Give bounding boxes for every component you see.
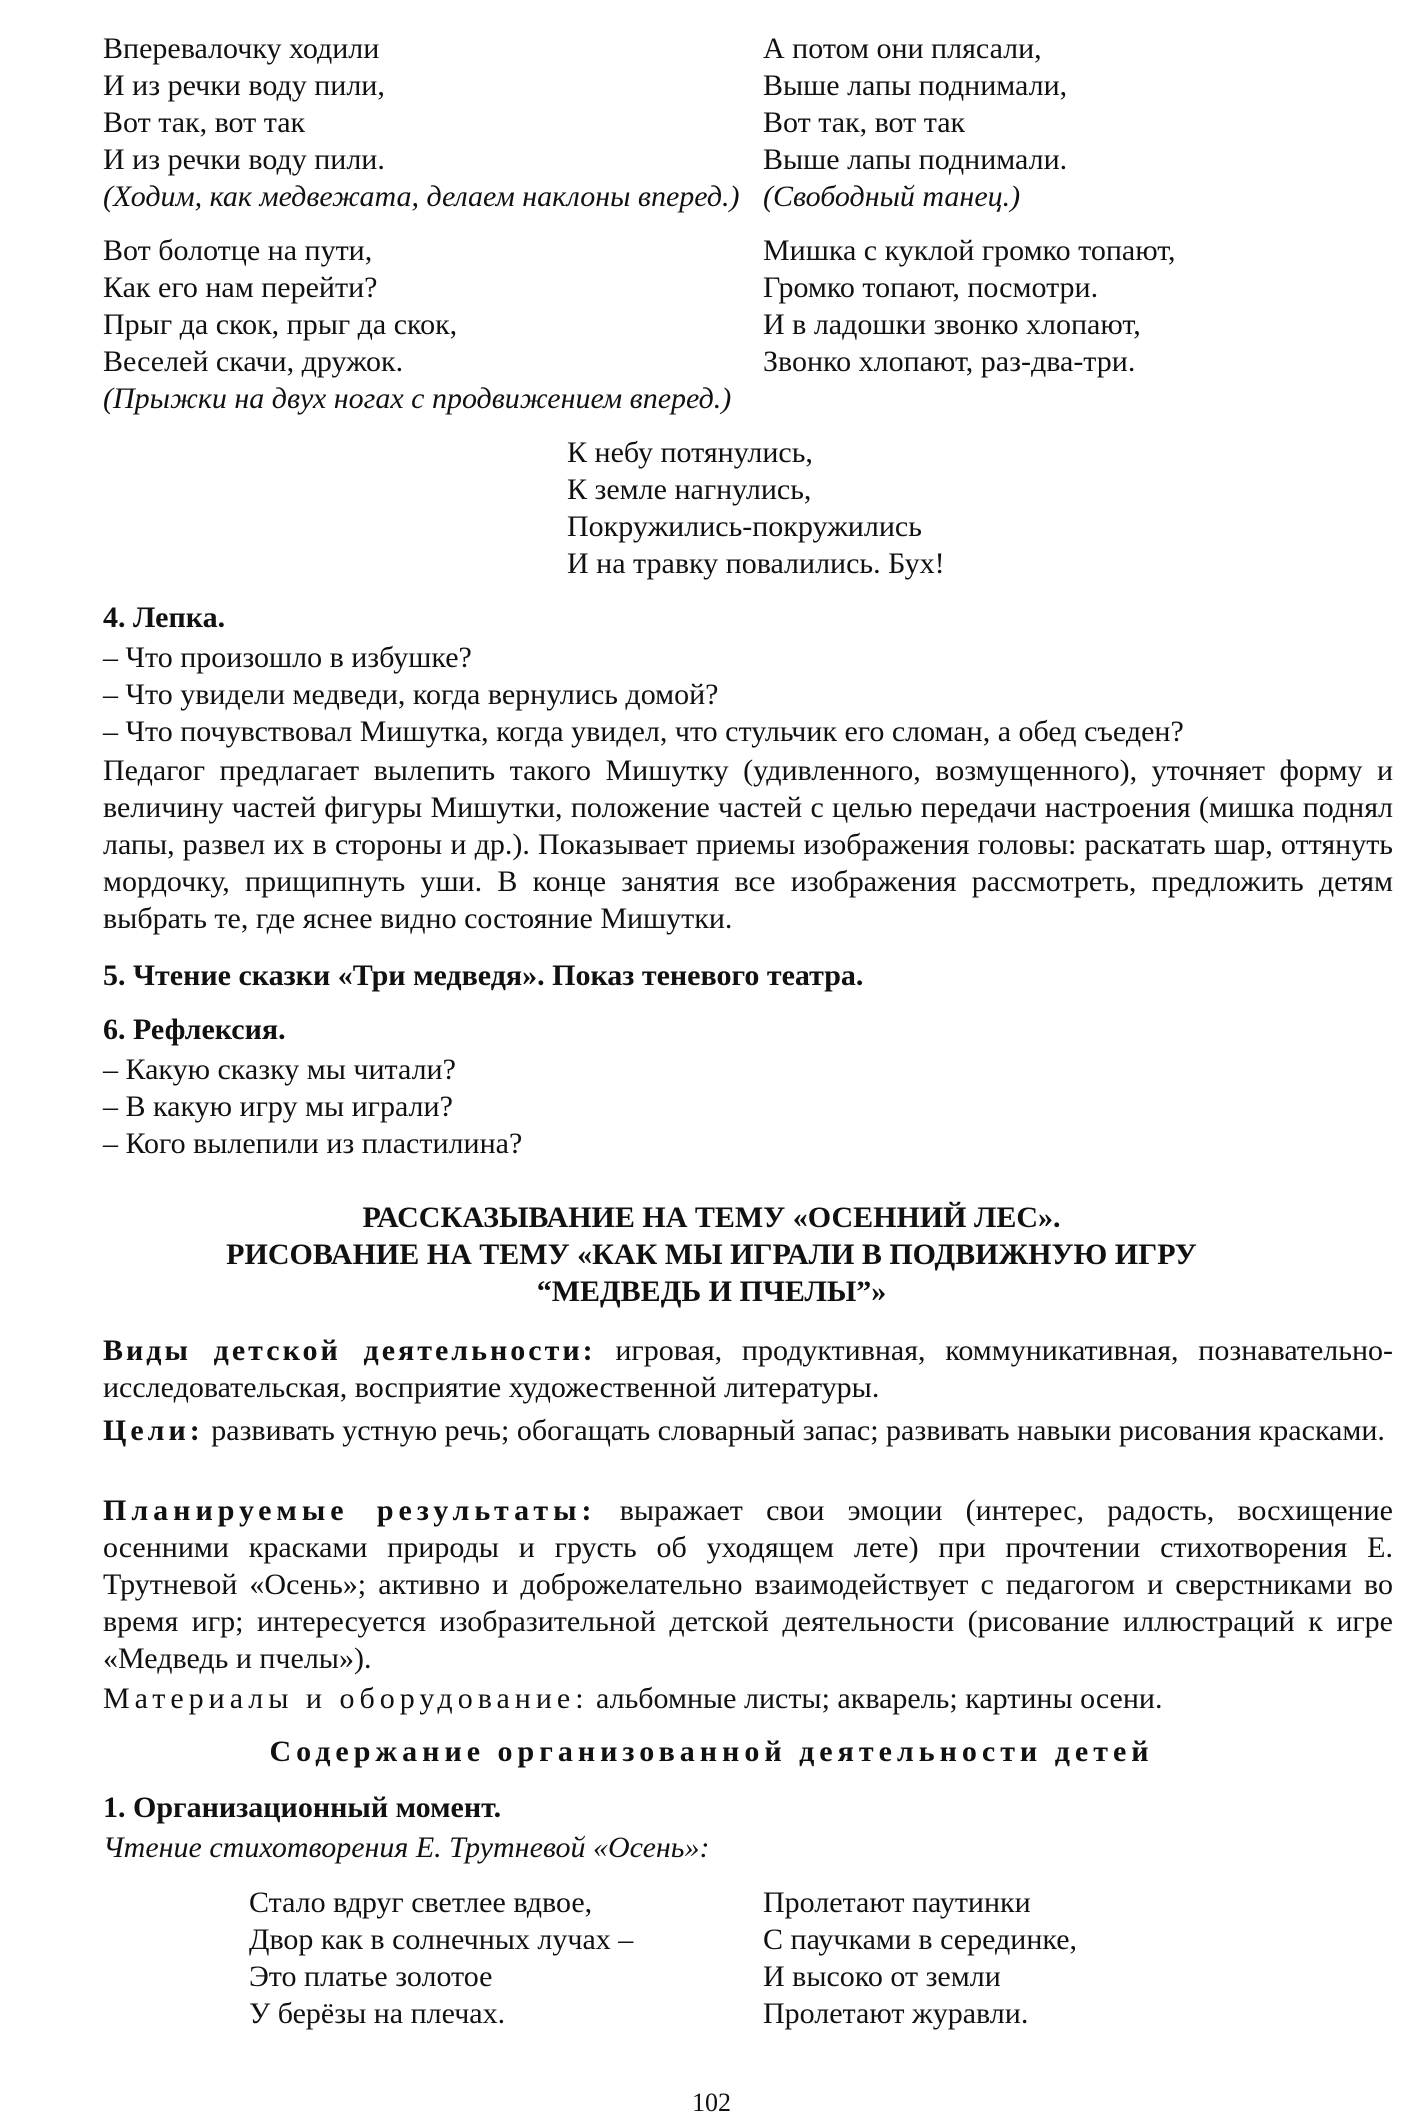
autumn-poem-right-line: И высоко от земли [763, 1960, 1001, 1993]
poem2-right-line: Звонко хлопают, раз-два-три. [763, 345, 1136, 378]
autumn-poem-right-line: Пролетают паутинки [763, 1886, 1031, 1919]
poem1-right-note: (Свободный танец.) [763, 180, 1021, 213]
poem2-right-line: Громко топают, посмотри. [763, 271, 1099, 304]
section1-heading: 1. Организационный момент. [103, 1791, 502, 1824]
poem1-left-line: И из речки воду пили. [103, 143, 385, 176]
poem1-left-note: (Ходим, как медвежата, делаем наклоны вперед.) [103, 180, 740, 213]
section4-paragraph-text: Педагог предлагает вылепить такого Мишутку (удивленного, возмущенного), уточняет форму и величину частей фигуры Мишутки, положение частей с целью передачи настроения (мишка поднял лапы, развел их в стороны и др.). Показывает приемы изображения головы: раскатать шар, оттянуть мордочку, прищипнуть уши. В конце занятия все изображения рассмотреть, предложить детям выбрать те, где яснее видно состояние Мишутки. [103, 754, 1393, 935]
section4-paragraph [103, 752, 1393, 937]
autumn-poem-right-line: Пролетают журавли. [763, 1997, 1029, 2030]
section6-question: – Кого вылепили из пластилина? [103, 1127, 523, 1160]
section1-intro: Чтение стихотворения Е. Трутневой «Осень»: [103, 1831, 710, 1864]
autumn-poem-left-line: У берёзы на плечах. [249, 1997, 506, 2030]
activities-paragraph [103, 1332, 1393, 1406]
goals-paragraph [103, 1412, 1393, 1449]
content-heading: Содержание организованной деятельности детей [269, 1735, 1154, 1768]
goals-text: развивать устную речь; обогащать словарный запас; развивать навыки рисования красками. [203, 1414, 1385, 1447]
poem1-left-line: Вот так, вот так [103, 106, 306, 139]
autumn-poem-left-line: Двор как в солнечных лучах – [249, 1923, 634, 1956]
section6-question: – В какую игру мы играли? [103, 1090, 453, 1123]
poem2-left-line: Прыг да скок, прыг да скок, [103, 308, 458, 341]
activities-label: Виды детской деятельности: [103, 1334, 596, 1367]
lesson-title-line: “МЕДВЕДЬ И ПЧЕЛЫ”» [536, 1275, 887, 1308]
page-number: 102 [692, 2088, 731, 2117]
poem1-right-line: А потом они плясали, [763, 32, 1042, 65]
autumn-poem-right-line: С паучками в серединке, [763, 1923, 1078, 1956]
section5-heading: 5. Чтение сказки «Три медведя». Показ теневого театра. [103, 959, 864, 992]
poem1-right-line: Выше лапы поднимали, [763, 69, 1068, 102]
poem2-right-line: Мишка с куклой громко топают, [763, 234, 1176, 267]
poem3-line: К небу потянулись, [567, 436, 813, 469]
poem1-right-line: Выше лапы поднимали. [763, 143, 1068, 176]
section4-question: – Что увидели медведи, когда вернулись домой? [103, 678, 719, 711]
poem1-right-line: Вот так, вот так [763, 106, 966, 139]
materials-text: альбомные листы; акварель; картины осени. [588, 1682, 1163, 1715]
poem1-left-line: И из речки воду пили, [103, 69, 385, 102]
section6-question: – Какую сказку мы читали? [103, 1053, 456, 1086]
autumn-poem-left-line: Стало вдруг светлее вдвое, [249, 1886, 593, 1919]
poem2-right-line: И в ладошки звонко хлопают, [763, 308, 1141, 341]
poem2-left-line: Вот болотце на пути, [103, 234, 373, 267]
poem2-left-line: Веселей скачи, дружок. [103, 345, 404, 378]
section6-heading: 6. Рефлексия. [103, 1013, 286, 1046]
results-label: Планируемые результаты: [103, 1494, 597, 1527]
lesson-title-line: РАССКАЗЫВАНИЕ НА ТЕМУ «ОСЕННИЙ ЛЕС». [362, 1201, 1061, 1234]
materials-paragraph [103, 1680, 1393, 1717]
section4-question: – Что почувствовал Мишутка, когда увидел, что стульчик его сломан, а обед съеден? [103, 715, 1184, 748]
activities-text: игровая, продуктивная, коммуникативная, познавательно-исследовательская, восприятие художественной литературы. [103, 1334, 1393, 1404]
poem2-left-note: (Прыжки на двух ногах с продвижением вперед.) [103, 382, 732, 415]
poem3-line: И на травку повалились. Бух! [567, 547, 945, 580]
poem3-line: Покружились-покружились [567, 510, 922, 543]
materials-label: Материалы и оборудование: [103, 1682, 589, 1715]
lesson-title-line: РИСОВАНИЕ НА ТЕМУ «КАК МЫ ИГРАЛИ В ПОДВИЖНУЮ ИГРУ [226, 1238, 1197, 1271]
poem3-line: К земле нагнулись, [567, 473, 812, 506]
section4-question: – Что произошло в избушке? [103, 641, 472, 674]
poem1-left-line: Вперевалочку ходили [103, 32, 380, 65]
results-paragraph [103, 1492, 1393, 1677]
section4-heading: 4. Лепка. [103, 601, 226, 634]
poem2-left-line: Как его нам перейти? [103, 271, 378, 304]
results-text: выражает свои эмоции (интерес, радость, восхищение осенними красками природы и грусть об уходящем лете) при прочтении стихотворения Е. Трутневой «Осень»; активно и доброжелательно взаимодействует с педагогом и сверстниками во время игр; интересуется изобразительной детской деятельности (рисование иллюстраций к игре «Медведь и пчелы»). [103, 1494, 1393, 1675]
goals-label: Цели: [103, 1414, 204, 1447]
autumn-poem-left-line: Это платье золотое [249, 1960, 493, 1993]
